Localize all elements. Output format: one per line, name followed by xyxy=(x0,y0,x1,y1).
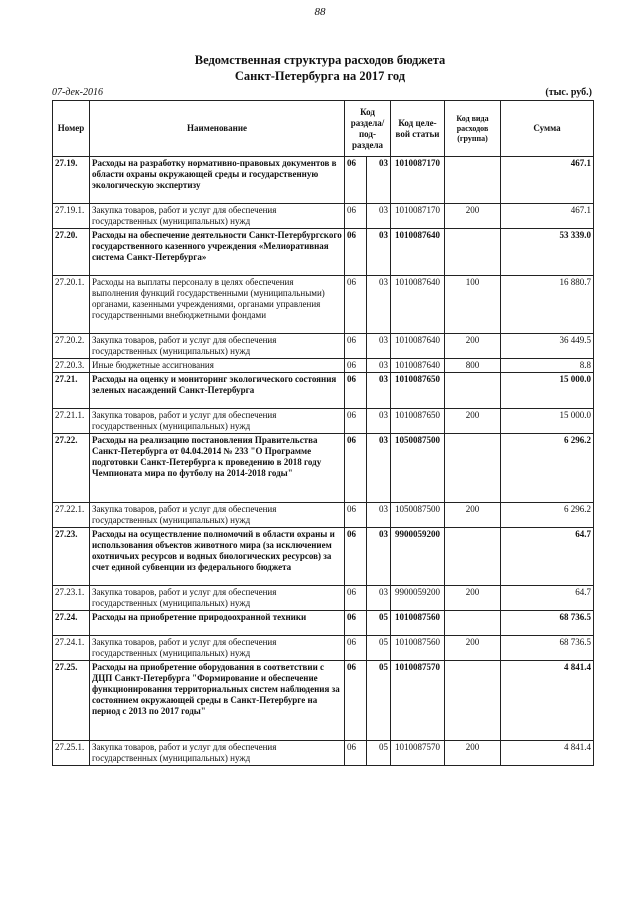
row-sum: 53 339.0 xyxy=(501,229,594,276)
row-name: Закупка товаров, работ и услуг для обеспечения государственных (муниципальных) нужд xyxy=(90,334,345,359)
header-target: Код целе- вой статьи xyxy=(391,101,445,157)
row-sum: 4 841.4 xyxy=(501,741,594,766)
row-name: Закупка товаров, работ и услуг для обеспечения государственных (муниципальных) нужд xyxy=(90,409,345,434)
currency-units: (тыс. руб.) xyxy=(545,87,592,98)
row-expense-kind xyxy=(445,528,501,586)
row-section: 06 xyxy=(345,409,367,434)
row-section: 06 xyxy=(345,359,367,373)
row-subsection: 03 xyxy=(367,359,391,373)
row-sum: 6 296.2 xyxy=(501,503,594,528)
row-name: Закупка товаров, работ и услуг для обеспечения государственных (муниципальных) нужд xyxy=(90,204,345,229)
document-date: 07-дек-2016 xyxy=(52,87,103,98)
row-expense-kind: 200 xyxy=(445,204,501,229)
row-subsection: 03 xyxy=(367,204,391,229)
row-subsection: 03 xyxy=(367,229,391,276)
row-subsection: 03 xyxy=(367,157,391,204)
row-sum: 68 736.5 xyxy=(501,611,594,636)
row-subsection: 03 xyxy=(367,528,391,586)
row-name: Закупка товаров, работ и услуг для обеспечения государственных (муниципальных) нужд xyxy=(90,636,345,661)
row-number: 27.25. xyxy=(53,661,90,741)
row-target-code: 1010087650 xyxy=(391,373,445,409)
row-target-code: 1010087170 xyxy=(391,204,445,229)
row-number: 27.19.1. xyxy=(53,204,90,229)
row-name: Закупка товаров, работ и услуг для обеспечения государственных (муниципальных) нужд xyxy=(90,503,345,528)
row-section: 06 xyxy=(345,276,367,334)
row-sum: 15 000.0 xyxy=(501,409,594,434)
row-number: 27.22. xyxy=(53,434,90,503)
title-line-2: Санкт-Петербурга на 2017 год xyxy=(234,69,406,83)
table-row xyxy=(53,586,594,611)
row-section: 06 xyxy=(345,157,367,204)
table-row xyxy=(53,157,594,204)
row-expense-kind: 200 xyxy=(445,409,501,434)
row-expense-kind: 200 xyxy=(445,334,501,359)
row-subsection: 05 xyxy=(367,636,391,661)
row-section: 06 xyxy=(345,229,367,276)
row-name: Иные бюджетные ассигнования xyxy=(90,359,345,373)
row-name: Расходы на выплаты персоналу в целях обеспечения выполнения функций государственными (муниципальными) органами, казенными учреждениями, органами управления государственными внебюджетными фондами xyxy=(90,276,345,334)
row-name: Расходы на приобретение природоохранной техники xyxy=(90,611,345,636)
table-body xyxy=(53,157,594,766)
row-section: 06 xyxy=(345,741,367,766)
row-number: 27.20.2. xyxy=(53,334,90,359)
header-name: Наименование xyxy=(90,101,345,157)
row-name: Закупка товаров, работ и услуг для обеспечения государственных (муниципальных) нужд xyxy=(90,741,345,766)
row-expense-kind: 100 xyxy=(445,276,501,334)
row-sum: 36 449.5 xyxy=(501,334,594,359)
row-section: 06 xyxy=(345,373,367,409)
row-subsection: 03 xyxy=(367,334,391,359)
row-section: 06 xyxy=(345,636,367,661)
row-sum: 4 841.4 xyxy=(501,661,594,741)
row-section: 06 xyxy=(345,334,367,359)
row-target-code: 1050087500 xyxy=(391,434,445,503)
table-row xyxy=(53,334,594,359)
row-section: 06 xyxy=(345,586,367,611)
row-subsection: 03 xyxy=(367,409,391,434)
row-number: 27.21.1. xyxy=(53,409,90,434)
header-kind: Код вида расходов (группа) xyxy=(445,101,501,157)
row-number: 27.20.3. xyxy=(53,359,90,373)
row-section: 06 xyxy=(345,503,367,528)
row-section: 06 xyxy=(345,204,367,229)
row-target-code: 1010087560 xyxy=(391,636,445,661)
row-expense-kind: 200 xyxy=(445,586,501,611)
table-row xyxy=(53,276,594,334)
row-number: 27.25.1. xyxy=(53,741,90,766)
table-row xyxy=(53,373,594,409)
row-target-code: 1010087570 xyxy=(391,661,445,741)
row-section: 06 xyxy=(345,434,367,503)
row-expense-kind xyxy=(445,373,501,409)
row-subsection: 05 xyxy=(367,611,391,636)
row-subsection: 03 xyxy=(367,276,391,334)
row-name: Расходы на разработку нормативно-правовых документов в области охраны окружающей среды и государственную экологическую экспертизу xyxy=(90,157,345,204)
row-target-code: 1010087640 xyxy=(391,276,445,334)
row-name: Расходы на осуществление полномочий в области охраны и использования объектов животного мира (за исключением охотничьих ресурсов и водных биологических ресурсов) за счет единой субвенции из федерального бюджета xyxy=(90,528,345,586)
row-sum: 68 736.5 xyxy=(501,636,594,661)
table-row xyxy=(53,229,594,276)
row-expense-kind xyxy=(445,229,501,276)
row-expense-kind: 800 xyxy=(445,359,501,373)
row-subsection: 03 xyxy=(367,373,391,409)
budget-table xyxy=(52,100,594,766)
row-number: 27.20. xyxy=(53,229,90,276)
header-number: Номер xyxy=(53,101,90,157)
row-expense-kind xyxy=(445,157,501,204)
row-name: Расходы на реализацию постановления Правительства Санкт-Петербурга от 04.04.2014 № 233 "О Программе подготовки Санкт-Петербурга к проведению в 2018 году Чемпионата мира по футболу на 2014-2018 годы" xyxy=(90,434,345,503)
row-expense-kind: 200 xyxy=(445,636,501,661)
row-sum: 64.7 xyxy=(501,528,594,586)
row-target-code: 1050087500 xyxy=(391,503,445,528)
row-subsection: 03 xyxy=(367,434,391,503)
row-expense-kind xyxy=(445,611,501,636)
row-target-code: 9900059200 xyxy=(391,586,445,611)
document-title xyxy=(0,52,640,84)
row-sum: 6 296.2 xyxy=(501,434,594,503)
row-target-code: 1010087640 xyxy=(391,359,445,373)
row-number: 27.22.1. xyxy=(53,503,90,528)
row-subsection: 05 xyxy=(367,741,391,766)
table-row xyxy=(53,661,594,741)
row-sum: 64.7 xyxy=(501,586,594,611)
row-target-code: 9900059200 xyxy=(391,528,445,586)
table-row xyxy=(53,611,594,636)
row-expense-kind: 200 xyxy=(445,741,501,766)
row-name: Расходы на оценку и мониторинг экологического состояния зеленых насаждений Санкт-Петербурга xyxy=(90,373,345,409)
header-sum: Сумма xyxy=(501,101,594,157)
row-name: Расходы на приобретение оборудования в соответствии с ДЦП Санкт-Петербурга "Формирование и обеспечение функционирования территориальных систем наблюдения за состоянием окружающей среды в Санкт-Петербурге на период с 2013 по 2017 годы" xyxy=(90,661,345,741)
row-sum: 467.1 xyxy=(501,204,594,229)
row-name: Закупка товаров, работ и услуг для обеспечения государственных (муниципальных) нужд xyxy=(90,586,345,611)
table-row xyxy=(53,409,594,434)
table-header-row xyxy=(53,101,594,157)
row-number: 27.23. xyxy=(53,528,90,586)
row-number: 27.24. xyxy=(53,611,90,636)
row-subsection: 03 xyxy=(367,586,391,611)
row-target-code: 1010087640 xyxy=(391,229,445,276)
row-number: 27.20.1. xyxy=(53,276,90,334)
table-row xyxy=(53,204,594,229)
table-row xyxy=(53,434,594,503)
table-row xyxy=(53,503,594,528)
row-sum: 467.1 xyxy=(501,157,594,204)
row-number: 27.23.1. xyxy=(53,586,90,611)
row-section: 06 xyxy=(345,528,367,586)
row-target-code: 1010087570 xyxy=(391,741,445,766)
page-number: 88 xyxy=(314,6,326,18)
table-row xyxy=(53,528,594,586)
row-subsection: 03 xyxy=(367,503,391,528)
header-section: Код раздела/ под- раздела xyxy=(345,101,391,157)
row-expense-kind xyxy=(445,434,501,503)
title-line-1: Ведомственная структура расходов бюджета xyxy=(194,53,446,67)
row-sum: 15 000.0 xyxy=(501,373,594,409)
row-expense-kind xyxy=(445,661,501,741)
row-target-code: 1010087560 xyxy=(391,611,445,636)
row-target-code: 1010087170 xyxy=(391,157,445,204)
row-sum: 8.8 xyxy=(501,359,594,373)
row-number: 27.21. xyxy=(53,373,90,409)
row-section: 06 xyxy=(345,611,367,636)
row-section: 06 xyxy=(345,661,367,741)
table-row xyxy=(53,741,594,766)
row-target-code: 1010087640 xyxy=(391,334,445,359)
table-row xyxy=(53,636,594,661)
row-number: 27.24.1. xyxy=(53,636,90,661)
row-subsection: 05 xyxy=(367,661,391,741)
table-row xyxy=(53,359,594,373)
row-name: Расходы на обеспечение деятельности Санкт-Петербургского государственного казенного учреждения «Мелиоративная система Санкт-Петербурга» xyxy=(90,229,345,276)
row-expense-kind: 200 xyxy=(445,503,501,528)
row-target-code: 1010087650 xyxy=(391,409,445,434)
row-number: 27.19. xyxy=(53,157,90,204)
row-sum: 16 880.7 xyxy=(501,276,594,334)
